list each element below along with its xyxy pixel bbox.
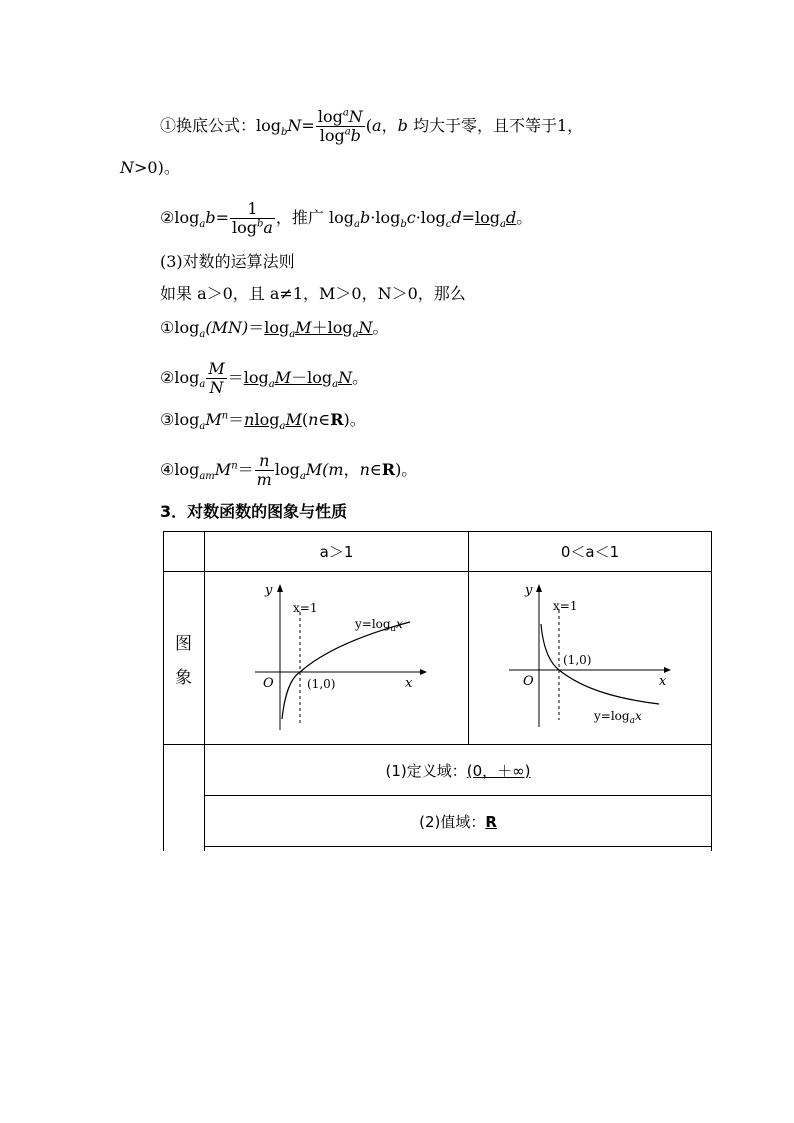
rules-title: (3)对数的运算法则 [160, 252, 295, 271]
section-title: 3．对数函数的图象与性质 [160, 502, 348, 521]
answer-blank: $\log_aM-\log_aN$ [243, 368, 353, 391]
y-axis-arrow [536, 584, 542, 592]
answer-blank: $\log_aM+\log_aN$ [264, 318, 373, 341]
row-label-graph: 图 象 [175, 634, 192, 688]
point-label: (1,0) [307, 677, 336, 691]
curve-label: $y=\log_ax$ [594, 709, 642, 726]
rule-power: $③\log_aM^n=nlog_aM(n\in R)$。 [160, 410, 366, 433]
formula-marker: ①换底公式： [160, 116, 257, 135]
domain-label: (1)定义域： [385, 762, 467, 780]
rule-quotient: $②\log_a$ $\frac{M}{N}$ $=\log_aM-\log_aN$。 [160, 359, 369, 397]
asymptote-label: x=1 [553, 599, 578, 613]
table-border-right [711, 531, 712, 851]
rule-product: $①\log_a(MN)=\log_aM+\log_aN$。 [160, 318, 389, 341]
change-base-fraction: $\frac{\log^aN}{\log^ab}$ [317, 107, 363, 145]
rule-base-power: $④\log_{am}M^n=$ $\frac{n}{m}$ $\log_aM(m$，n∈R)。 [160, 451, 418, 489]
range-row [205, 811, 711, 832]
table-divider [204, 795, 712, 796]
table-border-top [163, 531, 712, 532]
y-label: y [265, 583, 273, 598]
range-label: (2)值域： [419, 813, 486, 831]
y-axis-arrow [277, 584, 283, 592]
log-function-table [163, 531, 712, 851]
reciprocal-fraction: $\frac{1}{\log^ba}$ [231, 199, 273, 237]
origin-label: O [263, 676, 274, 691]
change-of-base-formula: ①换底公式：$\log_bN=$ $\frac{\log^aN}{\log^ab}$ (a，b 均大于零，且不等于1， [160, 107, 584, 145]
answer-blank: $\log_ad$ [475, 208, 517, 231]
graph-decreasing-log [469, 572, 711, 744]
answer-blank: nlog$_a$M [244, 410, 302, 433]
graph-increasing-log [205, 572, 468, 744]
rules-condition: 如果 a＞0，且 a≠1，M＞0，N＞0，那么 [160, 284, 466, 303]
domain-row [205, 760, 711, 781]
point-label: (1,0) [563, 653, 592, 667]
change-of-base-continuation: N>0)。 [120, 158, 180, 177]
x-label: x [405, 676, 413, 691]
quotient-fraction: $\frac{M}{N}$ [208, 359, 225, 397]
x-axis-arrow [664, 667, 671, 673]
log-curve [282, 622, 410, 719]
origin-label: O [523, 674, 534, 689]
range-value: R [485, 813, 497, 831]
x-axis-arrow [420, 669, 427, 675]
header-a-greater-1: a＞1 [319, 543, 354, 561]
y-label: y [525, 583, 533, 598]
x-label: x [659, 674, 667, 689]
header-a-between-0-1: 0＜a＜1 [560, 543, 620, 561]
domain-value: (0，＋∞) [466, 762, 531, 780]
base-power-fraction: $\frac{n}{m}$ [256, 451, 272, 489]
asymptote-label: x=1 [293, 601, 318, 615]
curve-label: $y=\log_ax$ [355, 617, 403, 634]
reciprocal-formula: $②\log_ab=$ $\frac{1}{\log^ba}$ ，推广 $\log_ab\cdot\log_bc\cdot\log_cd=\log_ad$。 [160, 199, 533, 237]
table-divider [204, 846, 712, 847]
table-divider [163, 744, 712, 745]
